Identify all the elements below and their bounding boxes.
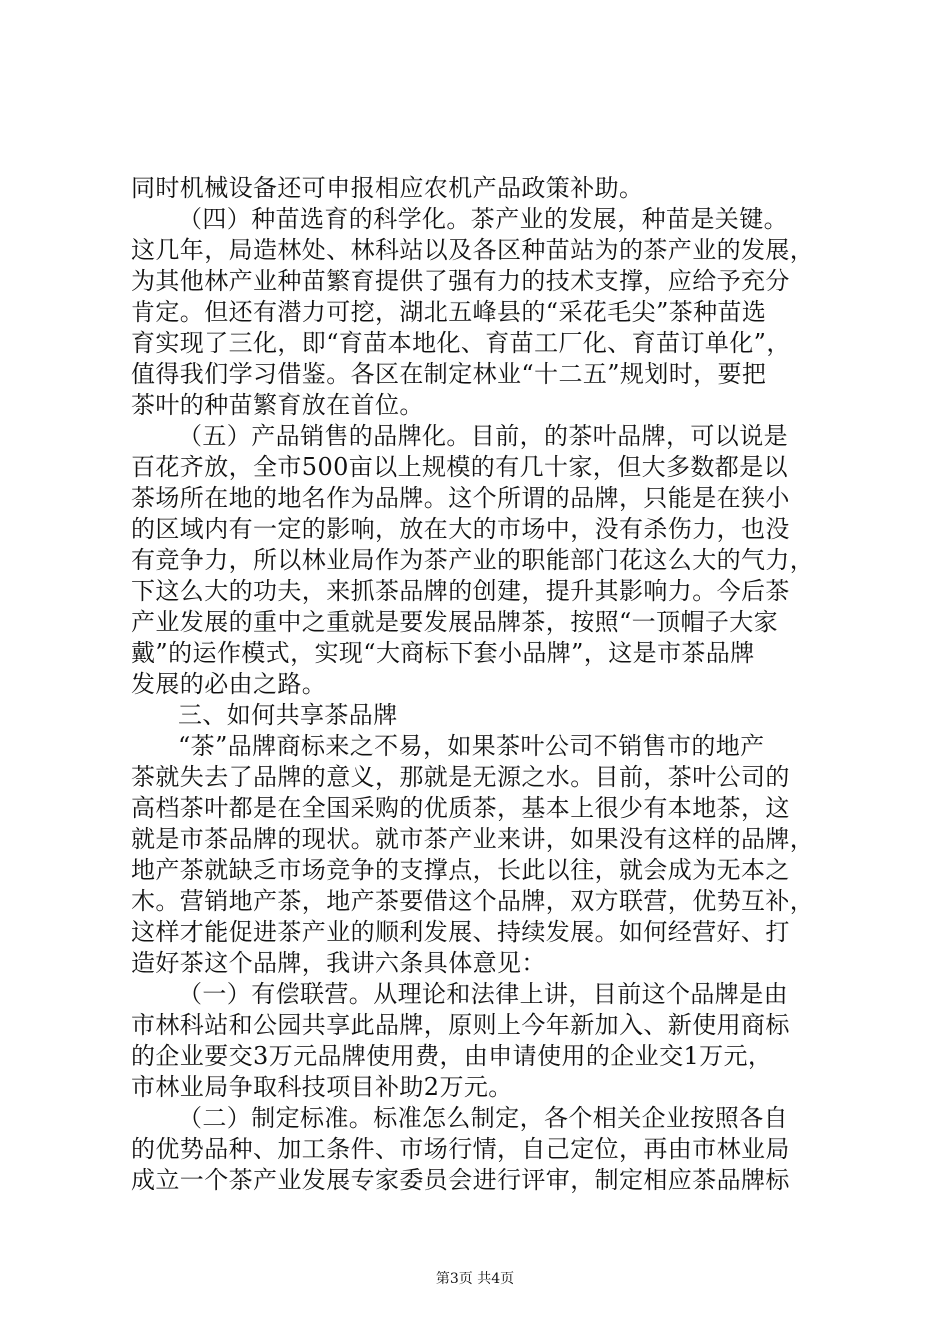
text-line: 茶就失去了品牌的意义，那就是无源之水。目前，茶叶公司的 bbox=[131, 763, 790, 791]
page-footer bbox=[0, 1270, 950, 1288]
text-line: 这样才能促进茶产业的顺利发展、持续发展。如何经营好、打 bbox=[131, 918, 790, 946]
text-line: 的优势品种、加工条件、市场行情，自己定位，再由市林业局 bbox=[131, 1135, 790, 1163]
text-line: 同时机械设备还可申报相应农机产品政策补助。 bbox=[131, 174, 644, 202]
text-line: （一）有偿联营。从理论和法律上讲，目前这个品牌是由 bbox=[178, 980, 788, 1008]
text-line: 肯定。但还有潜力可挖，湖北五峰县的“采花毛尖”茶种苗选 bbox=[131, 298, 767, 326]
text-line: 成立一个茶产业发展专家委员会进行评审，制定相应茶品牌标 bbox=[131, 1166, 790, 1194]
text-line: 发展的必由之路。 bbox=[131, 670, 327, 698]
text-line: 有竞争力，所以林业局作为茶产业的职能部门花这么大的气力， bbox=[131, 546, 815, 574]
text-line: 这几年，局造林处、林科站以及各区种苗站为的茶产业的发展， bbox=[131, 236, 815, 264]
text-line: 产业发展的重中之重就是要发展品牌茶，按照“一顶帽子大家 bbox=[131, 608, 779, 636]
text-line: 下这么大的功夫，来抓茶品牌的创建，提升其影响力。今后茶 bbox=[131, 577, 790, 605]
text-line: 茶叶的种苗繁育放在首位。 bbox=[131, 391, 424, 419]
text-line: 就是市茶品牌的现状。就市茶产业来讲，如果没有这样的品牌， bbox=[131, 825, 815, 853]
text-line: 木。营销地产茶，地产茶要借这个品牌，双方联营，优势互补， bbox=[131, 887, 815, 915]
text-line: （四）种苗选育的科学化。茶产业的发展，种苗是关键。 bbox=[178, 205, 788, 233]
text-line: 为其他林产业种苗繁育提供了强有力的技术支撑，应给予充分 bbox=[131, 267, 790, 295]
text-line: （二）制定标准。标准怎么制定，各个相关企业按照各自 bbox=[178, 1104, 788, 1132]
section-heading: 三、如何共享茶品牌 bbox=[178, 701, 398, 729]
text-line: 茶场所在地的地名作为品牌。这个所谓的品牌，只能是在狭小 bbox=[131, 484, 790, 512]
text-line: 戴”的运作模式，实现“大商标下套小品牌”，这是市茶品牌 bbox=[131, 639, 755, 667]
text-line: 值得我们学习借鉴。各区在制定林业“十二五”规划时，要把 bbox=[131, 360, 767, 388]
text-line: 地产茶就缺乏市场竞争的支撑点，长此以往，就会成为无本之 bbox=[131, 856, 790, 884]
text-line: “茶”品牌商标来之不易，如果茶叶公司不销售市的地产 bbox=[178, 732, 765, 760]
text-line: 市林科站和公园共享此品牌，原则上今年新加入、新使用商标 bbox=[131, 1011, 790, 1039]
text-line: 造好茶这个品牌，我讲六条具体意见： bbox=[131, 949, 546, 977]
text-line: 百花齐放，全市500亩以上规模的有几十家，但大多数都是以 bbox=[131, 453, 789, 481]
page-number: 第3页 共4页 bbox=[435, 1271, 515, 1287]
text-line: 市林业局争取科技项目补助2万元。 bbox=[131, 1073, 513, 1101]
document-body bbox=[131, 173, 831, 1196]
text-line: 的区域内有一定的影响，放在大的市场中，没有杀伤力，也没 bbox=[131, 515, 790, 543]
text-line: 高档茶叶都是在全国采购的优质茶，基本上很少有本地茶，这 bbox=[131, 794, 790, 822]
text-line: 育实现了三化，即“育苗本地化、育苗工厂化、育苗订单化”， bbox=[131, 329, 791, 357]
text-line: 的企业要交3万元品牌使用费，由申请使用的企业交1万元， bbox=[131, 1042, 773, 1070]
text-line: （五）产品销售的品牌化。目前，的茶叶品牌，可以说是 bbox=[178, 422, 788, 450]
